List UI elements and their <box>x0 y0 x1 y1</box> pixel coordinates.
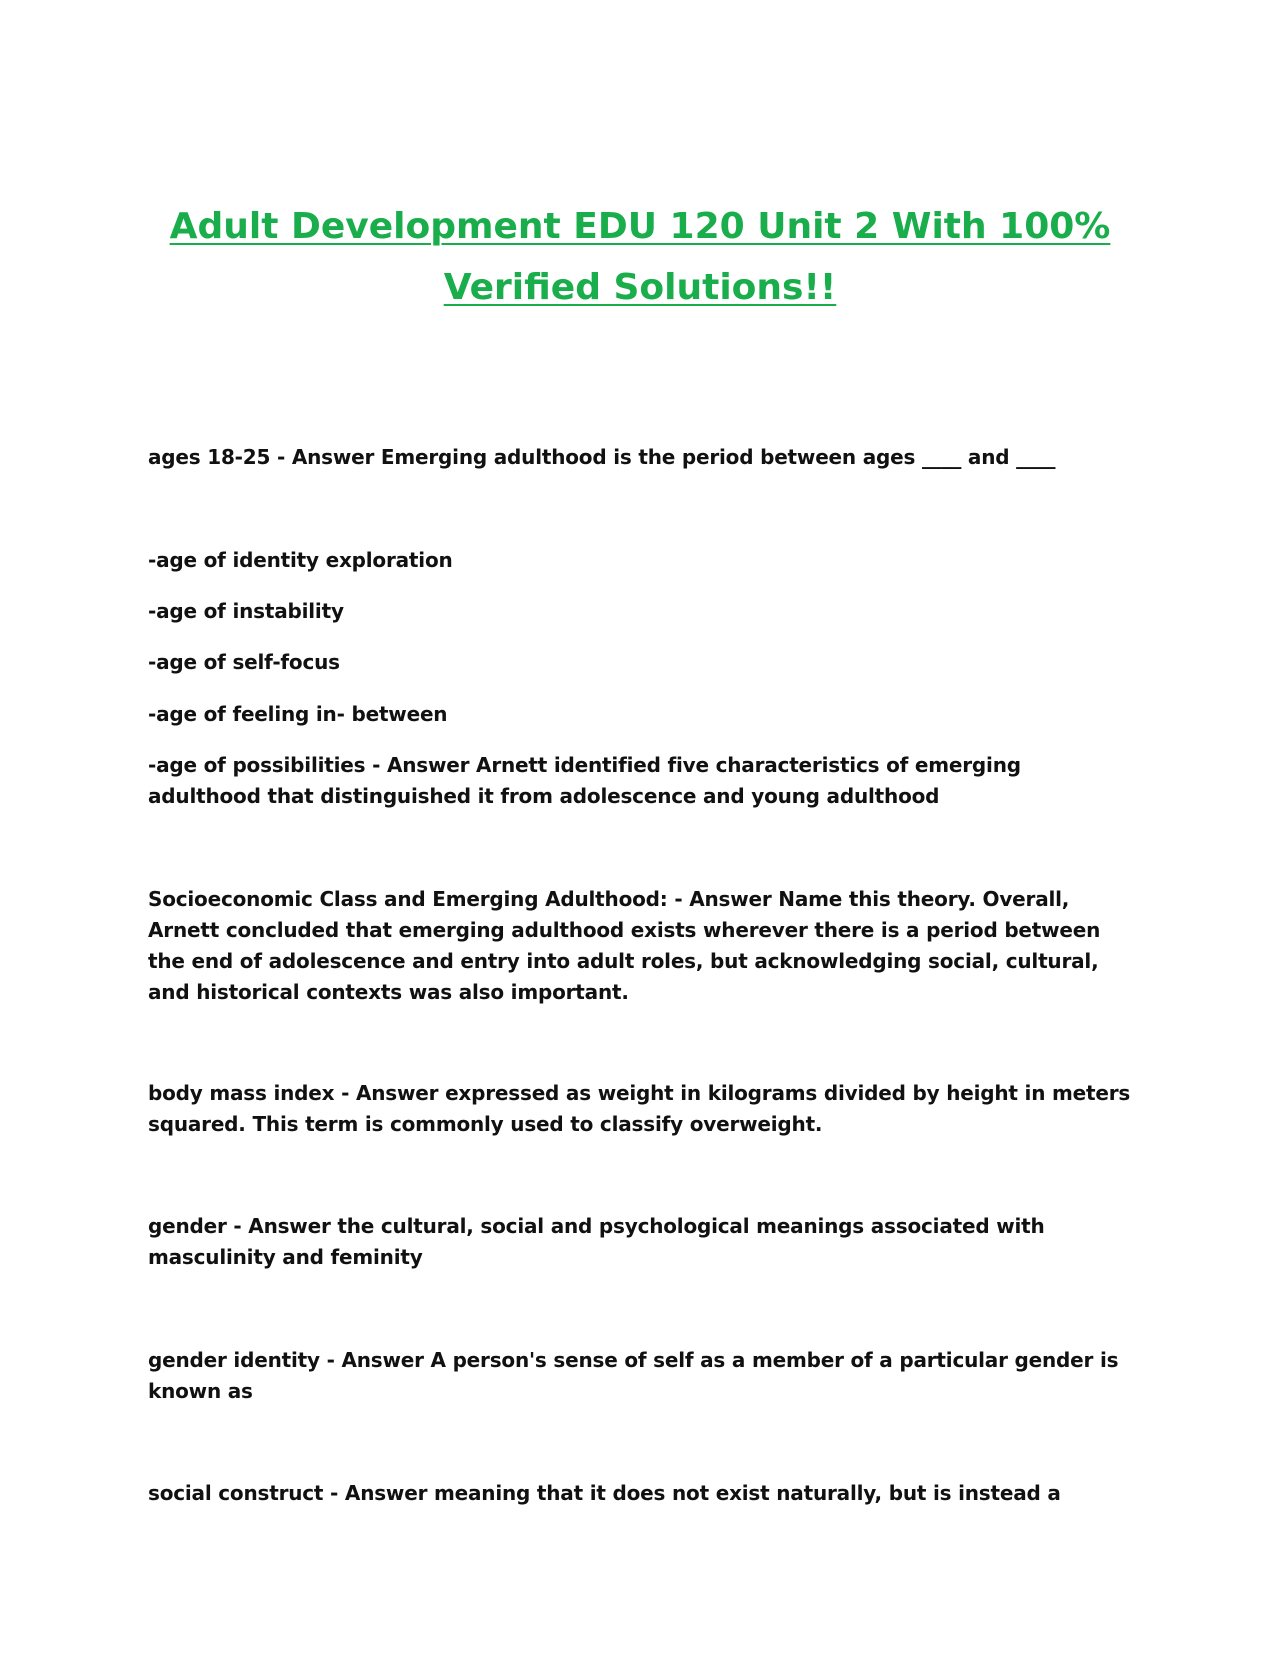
entry-emerging-adulthood-ages: ages 18-25 - Answer Emerging adulthood is the period between ages ____ and ____ <box>148 445 1056 469</box>
entry-instability: -age of instability <box>148 599 344 623</box>
title-line-2: Verified Solutions!! <box>443 267 837 308</box>
title-line-1: Adult Development EDU 120 Unit 2 With 100% <box>169 206 1111 247</box>
entry-self-focus: -age of self-focus <box>148 650 340 674</box>
entry-feeling-in-between: -age of feeling in- between <box>148 702 448 726</box>
document-title <box>120 196 1160 318</box>
entry-socioeconomic-class: Socioeconomic Class and Emerging Adulthood: - Answer Name this theory. Overall, Arnett concluded that emerging adulthood exists wherever there is a period between the end of adolescence and entry into adult roles, but acknowledging social, cultural, and historical contexts was also important. <box>148 887 1101 1004</box>
entry-identity-exploration: -age of identity exploration <box>148 548 453 572</box>
entry-social-construct: social construct - Answer meaning that it does not exist naturally, but is instead a <box>148 1481 1061 1505</box>
entry-gender-identity: gender identity - Answer A person's sense of self as a member of a particular gender is known as <box>148 1348 1119 1403</box>
entry-possibilities: -age of possibilities - Answer Arnett identified five characteristics of emerging adulthood that distinguished it from adolescence and young adulthood <box>148 753 1021 808</box>
entry-body-mass-index: body mass index - Answer expressed as weight in kilograms divided by height in meters squared. This term is commonly used to classify overweight. <box>148 1081 1131 1136</box>
entry-gender: gender - Answer the cultural, social and psychological meanings associated with masculinity and feminity <box>148 1214 1045 1269</box>
